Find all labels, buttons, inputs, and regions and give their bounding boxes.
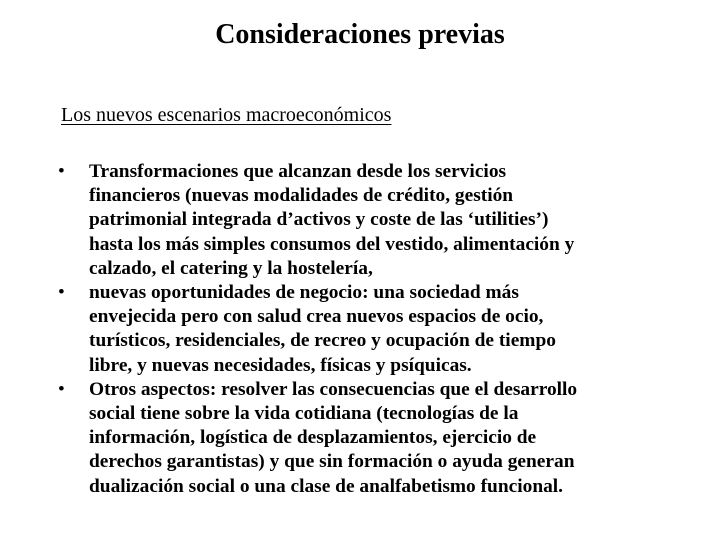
slide-subtitle: Los nuevos escenarios macroeconómicos xyxy=(61,104,392,126)
bullet-line: libre, y nuevas necesidades, físicas y psíquicas. xyxy=(89,354,472,376)
bullet-line: hasta los más simples consumos del vestido, alimentación y xyxy=(89,233,575,255)
bullet-icon: • xyxy=(58,161,65,182)
bullet-line: información, logística de desplazamientos, ejercicio de xyxy=(89,427,537,449)
bullet-item-otros-aspectos xyxy=(57,378,697,499)
slide-title: Consideraciones previas xyxy=(215,19,505,50)
bullet-line: Transformaciones que alcanzan desde los servicios xyxy=(89,161,507,182)
bullet-line: patrimonial integrada d’activos y coste de las ‘utilities’) xyxy=(89,209,549,231)
bullet-item-oportunidades xyxy=(57,281,697,378)
bullet-line: Otros aspectos: resolver las consecuencias que el desarrollo xyxy=(89,378,578,400)
bullet-line: dualización social o una clase de analfabetismo funcional. xyxy=(89,475,564,497)
bullet-line: derechos garantistas) y que sin formación o ayuda generan xyxy=(89,451,575,473)
bullet-line: financieros (nuevas modalidades de crédito, gestión xyxy=(89,185,514,207)
bullet-icon: • xyxy=(58,378,65,400)
bullet-line: calzado, el catering y la hostelería, xyxy=(89,257,373,279)
bullet-line: social tiene sobre la vida cotidiana (tecnologías de la xyxy=(89,403,519,425)
bullet-list xyxy=(57,160,697,499)
bullet-icon: • xyxy=(58,282,65,304)
bullet-line: envejecida pero con salud crea nuevos espacios de ocio, xyxy=(89,306,544,328)
bullet-item-transformaciones xyxy=(57,160,697,281)
bullet-line: turísticos, residenciales, de recreo y ocupación de tiempo xyxy=(89,330,556,352)
bullet-line: nuevas oportunidades de negocio: una sociedad más xyxy=(89,282,519,304)
